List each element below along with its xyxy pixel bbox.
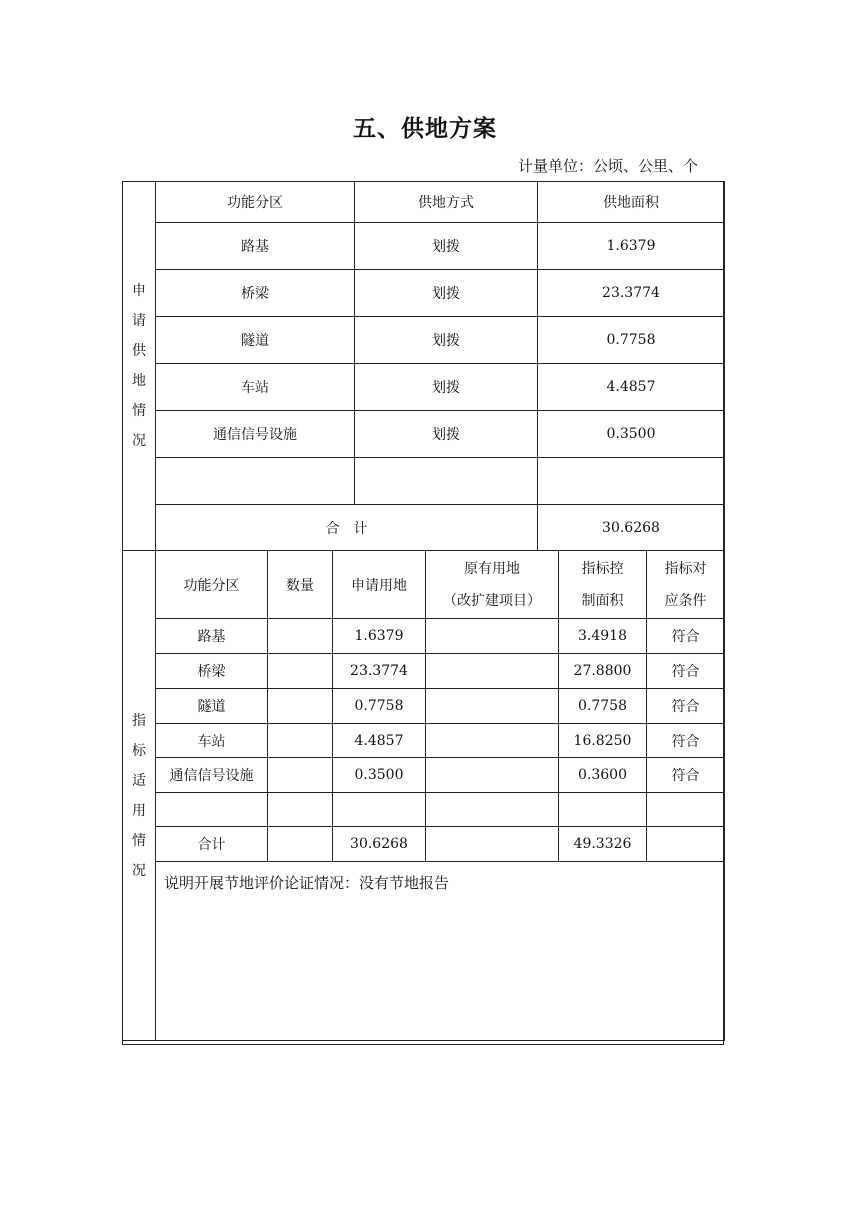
index-application-table — [122, 550, 725, 1041]
table-row: 路基 1.6379 3.4918 符合 — [123, 619, 725, 654]
table-row: 桥梁 划拨 23.3774 — [123, 270, 725, 317]
header-zone: 功能分区 — [156, 182, 355, 223]
table-row — [123, 793, 725, 827]
total-row: 合计 30.6268 49.3326 — [123, 827, 725, 862]
page-title: 五、供地方案 — [353, 115, 497, 142]
supply-application-table — [122, 181, 725, 551]
total-value: 30.6268 — [538, 505, 725, 551]
header-zone: 功能分区 — [156, 551, 268, 619]
table-row: 车站 划拨 4.4857 — [123, 364, 725, 411]
header-applied: 申请用地 — [333, 551, 426, 619]
table-row: 桥梁 23.3774 27.8800 符合 — [123, 654, 725, 689]
section-label-application: 申 请 供 地 情 况 — [123, 182, 156, 551]
table-row: 隧道 0.7758 0.7758 符合 — [123, 689, 725, 724]
table-row: 隧道 划拨 0.7758 — [123, 317, 725, 364]
land-saving-evaluation-note: 说明开展节地评价论证情况：没有节地报告 — [156, 862, 725, 1041]
measurement-unit: 计量单位：公顷、公里、个 — [517, 157, 698, 175]
header-method: 供地方式 — [355, 182, 538, 223]
header-condition: 指标对 应条件 — [647, 551, 725, 619]
table-row — [123, 458, 725, 505]
header-area: 供地面积 — [538, 182, 725, 223]
table-row: 路基 划拨 1.6379 — [123, 223, 725, 270]
header-count: 数量 — [268, 551, 333, 619]
total-label: 合 计 — [156, 505, 538, 551]
table-row: 车站 4.4857 16.8250 符合 — [123, 724, 725, 758]
section-label-index: 指 标 适 用 情 况 — [123, 551, 156, 1041]
table-row: 通信信号设施 划拨 0.3500 — [123, 411, 725, 458]
header-control: 指标控 制面积 — [559, 551, 647, 619]
table-row: 通信信号设施 0.3500 0.3600 符合 — [123, 758, 725, 793]
header-original: 原有用地 （改扩建项目） — [426, 551, 559, 619]
total-row — [123, 505, 725, 551]
